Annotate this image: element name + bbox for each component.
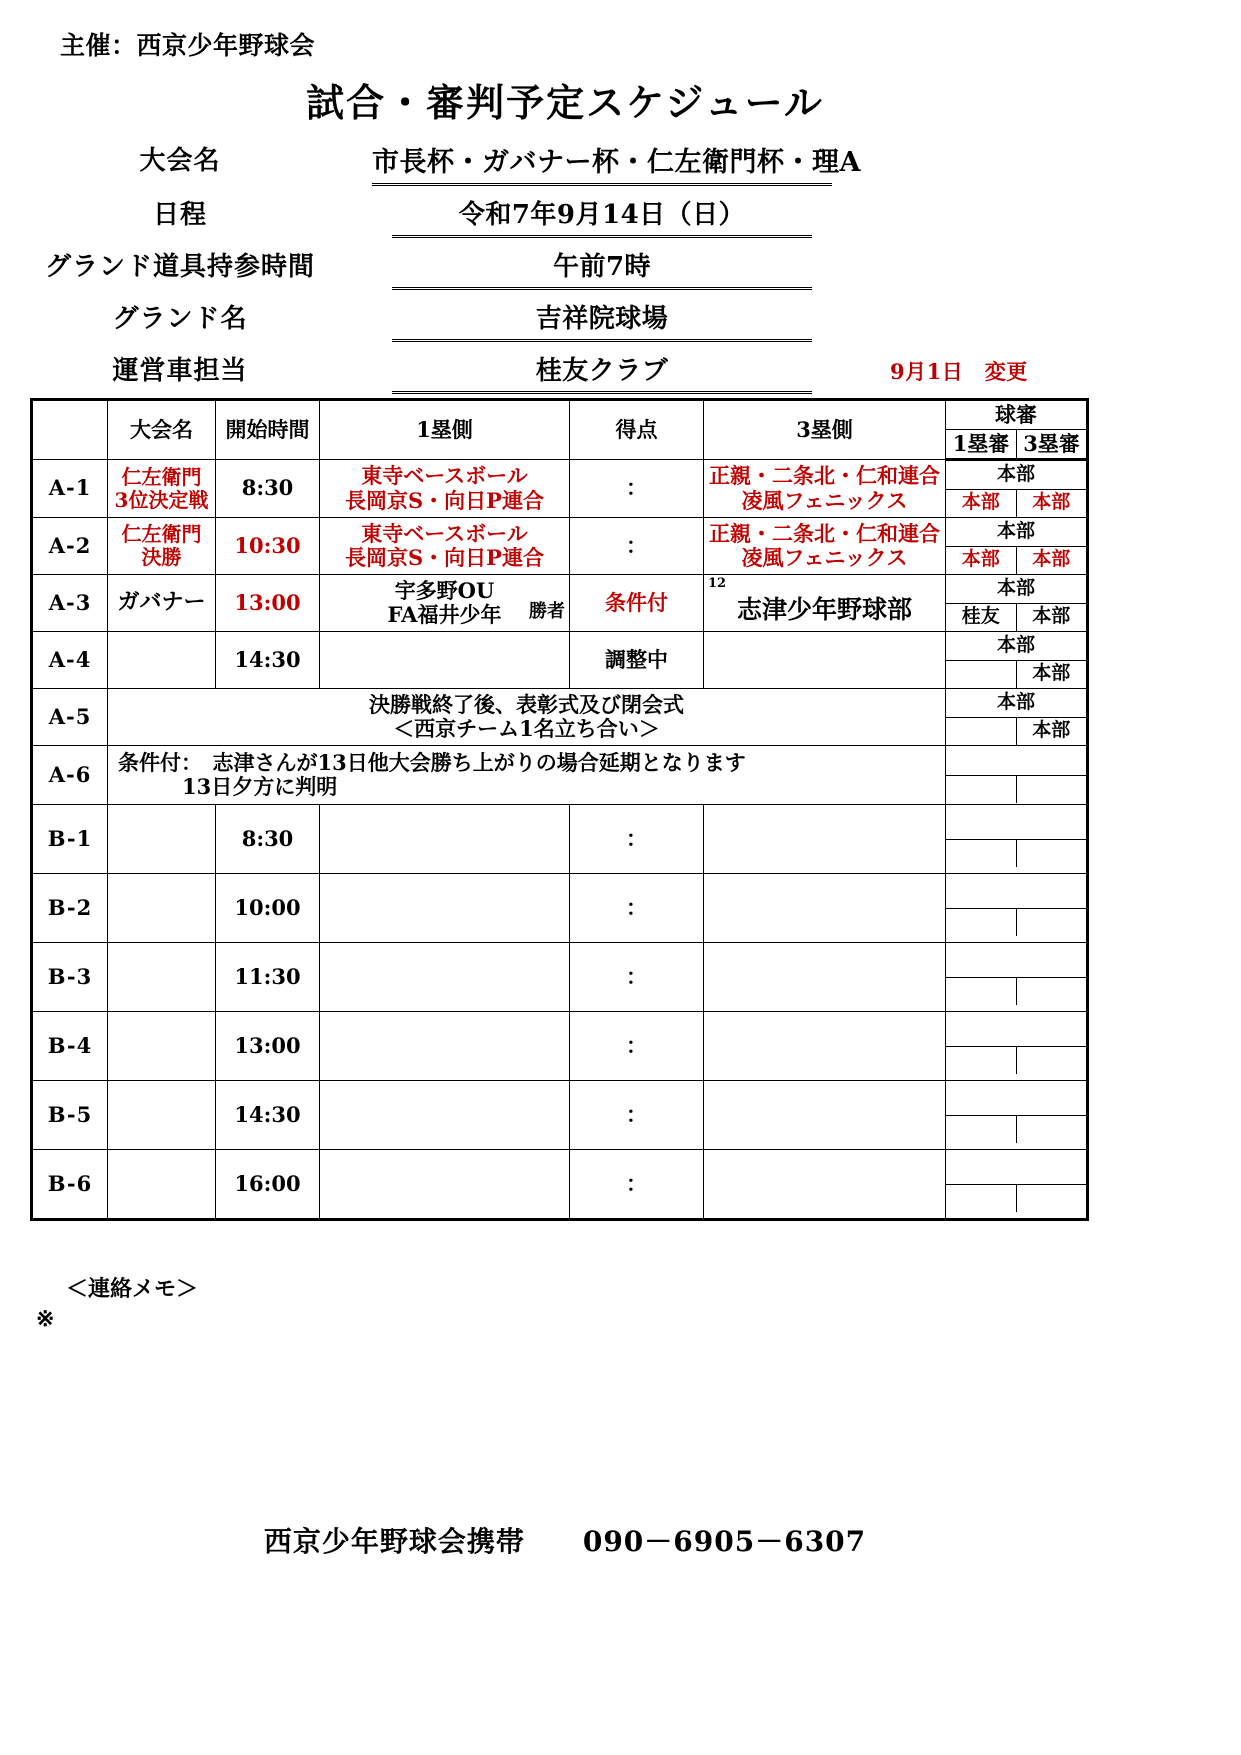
umpire-main: 本部 [946,519,1086,547]
umpire-first [946,775,1016,803]
row-id: B-1 [32,805,108,874]
header-umpire-third: 3塁審 [1017,430,1088,460]
umpire-main [946,1157,1086,1185]
third-base-line1: 正親・二条北・仁和連合 [709,463,940,489]
third-base-line1: 正親・二条北・仁和連合 [709,520,940,546]
field-row-equipment-time [0,246,1130,292]
cell-umpires [946,632,1088,689]
first-base-line2: 長岡京S・向日P連合 [345,487,544,513]
cell-first-base [320,632,570,689]
cell-umpires [946,518,1088,575]
note-marker: ※ [36,1306,55,1332]
field-row-taikai [0,140,1130,186]
footer-phone: 西京少年野球会携帯 090－6905－6307 [263,1525,867,1558]
cell-score: ： [570,460,704,518]
cell-taikai [108,874,216,943]
table-row [32,1081,1088,1150]
cell-announcement [108,689,946,746]
cell-taikai [108,1012,216,1081]
umpire-first [946,1184,1016,1212]
cell-umpires [946,1150,1088,1220]
first-base-line1: 東寺ベースボール [361,463,528,489]
first-base-line2: 長岡京S・向日P連合 [345,545,544,570]
field-value-equipment-time: 午前7時 [392,246,812,290]
row-id: B-3 [32,943,108,1012]
cell-third-base [704,805,946,874]
header-first-base: 1塁側 [320,400,570,460]
umpire-main [946,1019,1086,1047]
cell-first-base [320,874,570,943]
cell-third-base [704,1081,946,1150]
third-base-superscript: 12 [708,576,727,591]
cell-third-base [704,632,946,689]
umpire-first: 桂友 [946,603,1016,631]
cell-taikai [108,1150,216,1220]
taikai-line1: 仁左衛門 [121,522,202,546]
umpire-first [946,660,1016,688]
cell-first-base [320,575,570,632]
cell-taikai [108,518,216,575]
umpire-main [946,748,1086,776]
umpire-first [946,1115,1016,1143]
header-blank [32,400,108,460]
cell-first-base [320,518,570,575]
header-umpire-first: 1塁審 [946,430,1017,460]
cell-umpires [946,575,1088,632]
umpire-third: 本部 [1032,491,1071,514]
umpire-main: 本部 [946,576,1086,604]
umpire-first: 本部 [946,489,1016,517]
cell-start-time: 13:00 [216,1012,320,1081]
cell-umpires [946,805,1088,874]
cell-start-time: 10:30 [216,518,320,575]
table-row [32,1150,1088,1220]
umpire-main [946,950,1086,978]
umpire-main [946,812,1086,840]
cell-umpires [946,874,1088,943]
cell-score: 調整中 [570,632,704,689]
cell-start-time: 8:30 [216,805,320,874]
cell-taikai [108,575,216,632]
header-start-time: 開始時間 [216,400,320,460]
cell-umpires [946,746,1088,805]
condition-note-line1: 条件付： 志津さんが13日他大会勝ち上がりの場合延期となります [118,749,746,775]
cell-taikai [108,460,216,518]
row-id: A-2 [32,518,108,575]
table-row [32,518,1088,575]
table-row [32,746,1088,805]
field-value-date: 令和7年9月14日（日） [392,194,812,238]
row-id: A-1 [32,460,108,518]
cell-score: 条件付 [570,575,704,632]
cell-first-base [320,460,570,518]
table-row [32,689,1088,746]
field-label-date: 日程 [152,200,207,230]
cell-third-base [704,575,946,632]
change-note: 9月1日 変更 [890,359,1028,384]
cell-start-time: 13:00 [216,575,320,632]
header-taikai: 大会名 [108,400,216,460]
table-row [32,632,1088,689]
cell-first-base [320,1012,570,1081]
cell-start-time: 10:00 [216,874,320,943]
umpire-third: 本部 [1032,548,1071,571]
umpire-first [946,977,1016,1005]
cell-third-base [704,460,946,518]
umpire-third: 本部 [1032,719,1071,742]
cell-score: ： [570,805,704,874]
umpire-third [1016,1046,1086,1074]
row-id: B-4 [32,1012,108,1081]
table-row [32,1012,1088,1081]
cell-third-base [704,518,946,575]
announcement-line2: ＜西京チーム1名立ち合い＞ [393,716,660,741]
cell-score: ： [570,874,704,943]
field-value-taikai: 市長杯・ガバナー杯・仁左衛門杯・理A [372,140,832,186]
umpire-first [946,1046,1016,1074]
umpire-third [1016,839,1086,867]
table-row [32,575,1088,632]
cell-taikai [108,1081,216,1150]
umpire-first [946,839,1016,867]
taikai-line2: 決勝 [141,545,182,569]
memo-label: ＜連絡メモ＞ [66,1276,199,1302]
cell-score: ： [570,518,704,575]
field-row-ground-name [0,298,1130,344]
schedule-table [30,398,1089,1221]
table-row [32,874,1088,943]
third-base-line2: 凌風フェニックス [741,545,908,570]
cell-umpires [946,689,1088,746]
row-id: B-2 [32,874,108,943]
table-header-row-1 [32,400,1088,430]
umpire-first [946,717,1016,745]
umpire-third [1016,908,1086,936]
first-base-line1: 宇多野OU [394,577,495,603]
announcement-line1: 決勝戦終了後、表彰式及び閉会式 [369,691,684,717]
winner-tag: 勝者 [529,601,565,623]
header-score: 得点 [570,400,704,460]
cell-third-base [704,874,946,943]
umpire-third [1016,775,1086,803]
umpire-main [946,881,1086,909]
cell-start-time: 14:30 [216,1081,320,1150]
umpire-third [1016,1184,1086,1212]
organizer-line: 主催：西京少年野球会 [60,31,316,60]
field-label-taikai: 大会名 [139,146,221,176]
cell-umpires [946,1081,1088,1150]
table-row [32,943,1088,1012]
taikai-line1: 仁左衛門 [121,464,202,489]
header-third-base: 3塁側 [704,400,946,460]
first-base-line2: FA福井少年 [387,602,502,627]
cell-umpires [946,943,1088,1012]
cell-start-time: 16:00 [216,1150,320,1220]
cell-third-base [704,943,946,1012]
field-row-date [0,194,1130,240]
condition-note-line2: 13日夕方に判明 [182,774,338,799]
taikai-line2: 3位決定戦 [114,487,209,512]
umpire-main: 本部 [946,462,1086,490]
cell-first-base [320,1150,570,1220]
cell-condition-note [108,746,946,805]
cell-taikai [108,632,216,689]
field-value-ground-name: 吉祥院球場 [392,298,812,342]
header-umpire-group: 球審 [946,400,1088,430]
third-base-line2: 凌風フェニックス [741,487,908,513]
cell-score: ： [570,1081,704,1150]
first-base-line1: 東寺ベースボール [361,520,528,546]
page-title: 試合・審判予定スケジュール [306,80,824,125]
cell-start-time: 14:30 [216,632,320,689]
umpire-first: 本部 [946,546,1016,574]
umpire-third [1016,1115,1086,1143]
field-value-operations-car: 桂友クラブ [392,350,812,394]
row-id: A-4 [32,632,108,689]
cell-taikai [108,805,216,874]
cell-third-base [704,1150,946,1220]
row-id: A-6 [32,746,108,805]
field-label-operations-car: 運営車担当 [112,356,248,386]
umpire-first [946,908,1016,936]
taikai-line1: ガバナー [117,589,206,616]
cell-start-time: 8:30 [216,460,320,518]
cell-score: ： [570,1012,704,1081]
row-id: A-3 [32,575,108,632]
third-base-line2: 志津少年野球部 [736,594,912,624]
table-row [32,460,1088,518]
row-id: A-5 [32,689,108,746]
field-label-equipment-time: グランド道具持参時間 [44,252,315,282]
cell-start-time: 11:30 [216,943,320,1012]
umpire-main [946,1088,1086,1116]
cell-umpires [946,460,1088,518]
cell-taikai [108,943,216,1012]
umpire-main: 本部 [946,633,1086,661]
cell-first-base [320,943,570,1012]
umpire-main: 本部 [946,690,1086,718]
field-label-ground-name: グランド名 [112,304,248,334]
row-id: B-6 [32,1150,108,1220]
cell-first-base [320,805,570,874]
row-id: B-5 [32,1081,108,1150]
cell-score: ： [570,1150,704,1220]
umpire-third [1016,977,1086,1005]
table-row [32,805,1088,874]
umpire-third: 本部 [1032,605,1071,628]
cell-score: ： [570,943,704,1012]
cell-umpires [946,1012,1088,1081]
umpire-third: 本部 [1032,662,1071,685]
cell-first-base [320,1081,570,1150]
cell-third-base [704,1012,946,1081]
